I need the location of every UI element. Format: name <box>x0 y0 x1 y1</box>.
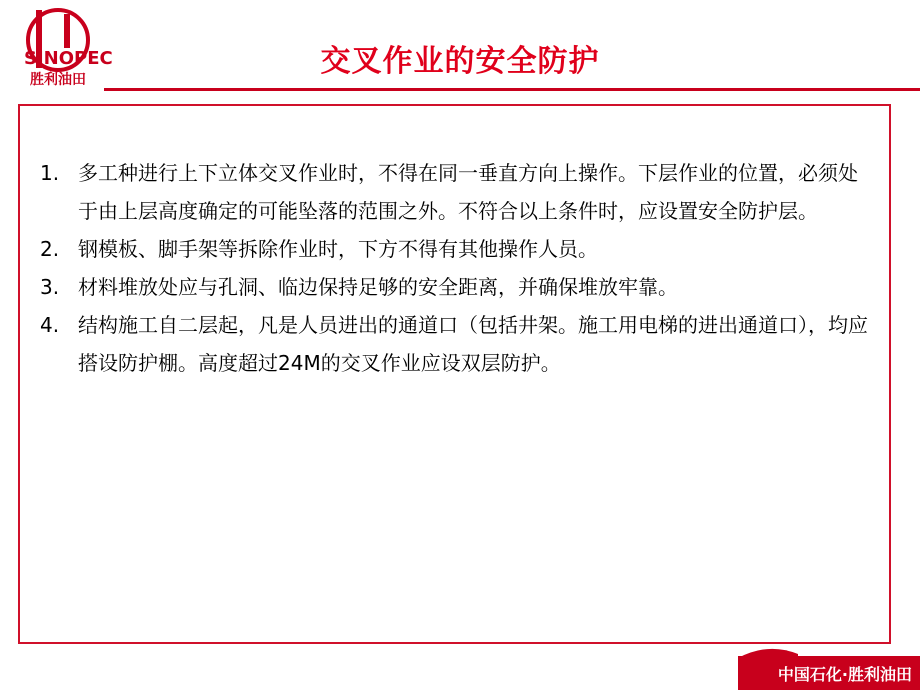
title-divider <box>104 88 920 91</box>
list-item-number: 2. <box>40 237 60 261</box>
svg-text:SINOPEC: SINOPEC <box>24 48 113 69</box>
list-item-number: 1. <box>40 161 60 185</box>
list-item <box>40 230 870 268</box>
list-item-number: 3. <box>40 275 60 299</box>
list-item-text: 钢模板、脚手架等拆除作业时，下方不得有其他操作人员。 <box>78 237 598 261</box>
list-item <box>40 154 870 230</box>
footer-brand: 中国石化·胜利油田 <box>738 656 920 690</box>
list-item <box>40 306 870 382</box>
list-item-text: 多工种进行上下立体交叉作业时，不得在同一垂直方向上操作。下层作业的位置，必须处于由上层高度确定的可能坠落的范围之外。不符合以上条件时，应设置安全防护层。 <box>78 161 858 223</box>
list-item <box>40 268 870 306</box>
rules-list <box>40 154 870 382</box>
list-item-number: 4. <box>40 313 60 337</box>
list-item-text: 结构施工自二层起，凡是人员进出的通道口（包括井架。施工用电梯的进出通道口），均应搭设防护棚。高度超过24M的交叉作业应设双层防护。 <box>78 313 868 375</box>
list-item-text: 材料堆放处应与孔洞、临边保持足够的安全距离，并确保堆放牢靠。 <box>78 275 678 299</box>
page-title: 交叉作业的安全防护 <box>320 44 600 79</box>
svg-text:胜利油田: 胜利油田 <box>30 72 86 88</box>
